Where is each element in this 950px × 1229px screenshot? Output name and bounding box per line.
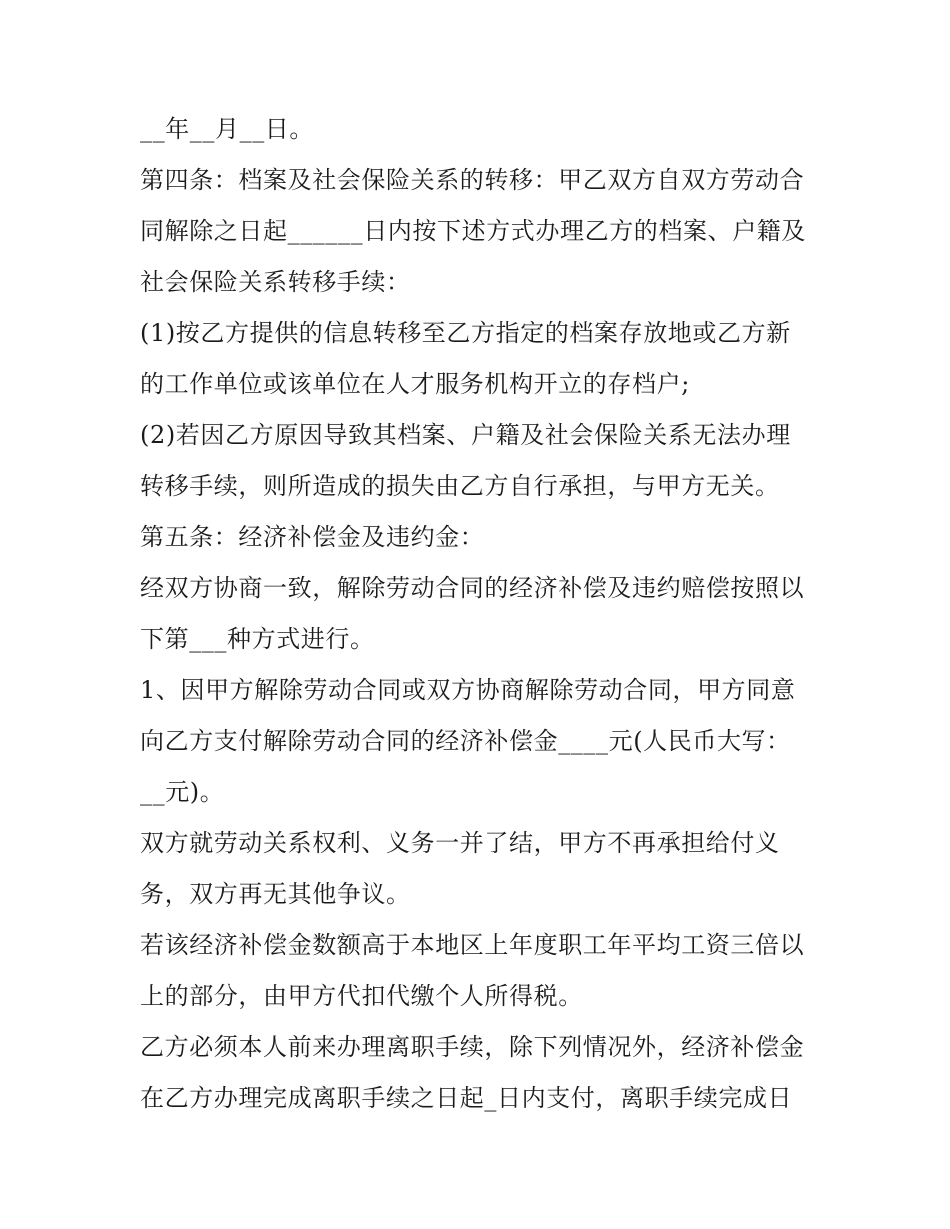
text-line: __年__月__日。	[140, 115, 314, 143]
document-body	[140, 104, 820, 1124]
text-line: 同解除之日起______日内按下述方式办理乙方的档案、户籍及	[140, 217, 806, 245]
text-line: 若该经济补偿金数额高于本地区上年度职工年平均工资三倍以	[140, 931, 805, 959]
text-line: 社会保险关系转移手续：	[140, 268, 411, 296]
text-line: 双方就劳动关系权利、义务一并了结，甲方不再承担给付义	[140, 829, 780, 857]
text-line: 转移手续，则所造成的损失由乙方自行承担，与甲方无关。	[140, 472, 780, 500]
text-line: 经双方协商一致，解除劳动合同的经济补偿及违约赔偿按照以	[140, 574, 805, 602]
text-line: 上的部分，由甲方代扣代缴个人所得税。	[140, 982, 583, 1010]
text-line: 务，双方再无其他争议。	[140, 880, 411, 908]
text-line: 1、因甲方解除劳动合同或双方协商解除劳动合同，甲方同意	[140, 676, 796, 704]
text-line: (2)若因乙方原因导致其档案、户籍及社会保险关系无法办理	[140, 421, 791, 449]
text-line: 的工作单位或该单位在人才服务机构开立的存档户;	[140, 370, 690, 398]
text-line: (1)按乙方提供的信息转移至乙方指定的档案存放地或乙方新	[140, 319, 791, 347]
text-line: 第四条：档案及社会保险关系的转移：甲乙双方自双方劳动合	[140, 166, 805, 194]
text-line: 第五条：经济补偿金及违约金：	[140, 523, 485, 551]
text-line: __元)。	[140, 778, 225, 806]
text-line: 乙方必须本人前来办理离职手续，除下列情况外，经济补偿金	[140, 1033, 805, 1061]
text-line: 下第___种方式进行。	[140, 625, 375, 653]
text-line: 向乙方支付解除劳动合同的经济补偿金____元(人民币大写：	[140, 727, 791, 755]
text-line: 在乙方办理完成离职手续之日起_日内支付，离职手续完成日	[140, 1084, 793, 1112]
